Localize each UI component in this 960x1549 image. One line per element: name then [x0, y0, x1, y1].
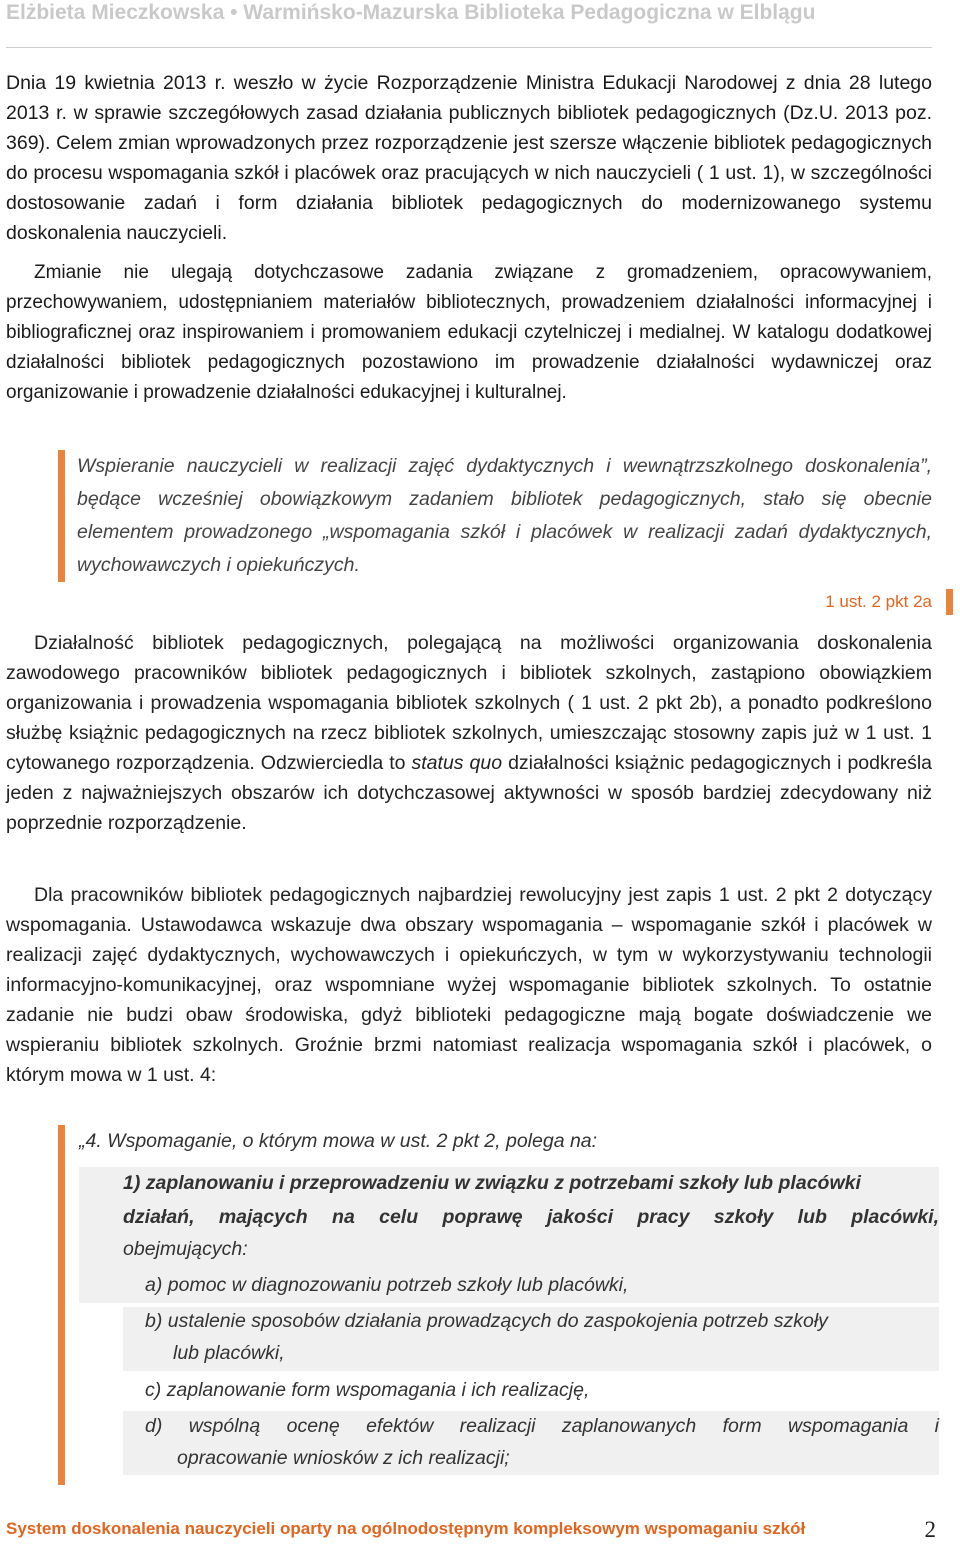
legal-item-a: a) pomoc w diagnozowaniu potrzeb szkoły lub placówki, [145, 1274, 629, 1296]
legal-item1-line3: obejmujących: [123, 1238, 248, 1260]
paragraph-2-text: Zmianie nie ulegają dotychczasowe zadania związane z gromadzeniem, opracowywaniem, przechowywaniem, udostępnianiem materiałów bibliotecznych, prowadzeniem działalności informacyjnej i bibliograficznej oraz inspirowaniem i promowaniem edukacji czytelniczej i medialnej. W katalogu dodatkowej działalności bibliotek pedagogicznych pozostawiono im prowadzenie działalności wydawniczej oraz organizowanie i prowadzenie działalności edukacyjnej i kulturalnej. [6, 262, 932, 403]
legal-item-d-line1: d) wspólną ocenę efektów realizacji zaplanowanych form wspomagania i [145, 1415, 939, 1437]
highlighted-quote [58, 450, 932, 582]
header-divider [6, 47, 932, 48]
legal-item-c: c) zaplanowanie form wspomagania i ich realizację, [145, 1379, 590, 1401]
paragraph-1: Dnia 19 kwietnia 2013 r. weszło w życie Rozporządzenie Ministra Edukacji Narodowej z dnia 28 lutego 2013 r. w sprawie szczegółowych zasad działania publicznych bibliotek pedagogicznych (Dz.U. 2013 poz. 369). Celem zmian wprowadzonych przez rozporządzenie jest szersze włączenie bibliotek pedagogicznych do procesu wspomagania szkół i placówek oraz pracujących w nich nauczycieli ( 1 ust. 1), w szczególności dostosowanie zadań i form działania bibliotek pedagogicznych do modernizowanego systemu doskonalenia nauczycieli. [6, 72, 932, 244]
page-number: 2 [924, 1517, 936, 1542]
legal-item-b-line1: b) ustalenie sposobów działania prowadzących do zaspokojenia potrzeb szkoły [145, 1310, 828, 1332]
quote-text: Wspieranie nauczycieli w realizacji zajęć dydaktycznych i wewnątrzszkolnego doskonalenia”, będące wcześniej obowiązkowym zadaniem bibliotek pedagogicznych, stało się obecnie elementem prowadzonego „wspomagania szkół i placówek w realizacji zadań dydaktycznych, wychowawczych i opiekuńczych. [77, 455, 932, 576]
legal-item-b-line2: lub placówki, [173, 1342, 285, 1364]
paragraph-4 [6, 880, 932, 1090]
footer-title: System doskonalenia nauczycieli oparty na ogólnodostępnym kompleksowym wspomaganiu szkół [6, 1519, 806, 1538]
paragraph-3-text-a: Działalność bibliotek pedagogicznych, polegającą na możliwości organizowania doskonalenia zawodowego pracowników bibliotek pedagogicznych i bibliotek szkolnych, zastąpiono obowiązkiem organizowania i prowadzenia wspomagania bibliotek szkolnych ( 1 ust. 2 pkt 2b), a ponadto podkreślono służbę książnic pedagogicznych na rzecz bibliotek szkolnych, umieszczając stosowny zapis już w 1 ust. 1 cytowanego rozporządzenia. Odzwierciedla to [6, 632, 932, 774]
paragraph-2 [6, 258, 932, 408]
page-footer [6, 1517, 936, 1545]
paragraph-3-text-b: działalności książnic pedagogicznych i podkreśla jeden z najważniejszych obszarów ich dotychczasowej aktywności w sposób bardziej zdecydowany niż poprzednie rozporządzenie. [6, 752, 933, 834]
paragraph-3-italic: status quo [411, 752, 503, 774]
paragraph-3 [6, 628, 932, 838]
legal-item1-line2: działań, mających na celu poprawę jakości pracy szkoły lub placówki, [123, 1206, 939, 1228]
quote-reference: 1 ust. 2 pkt 2a [825, 592, 932, 611]
legal-intro: „4. Wspomaganie, o którym mowa w ust. 2 pkt 2, polega na: [79, 1130, 598, 1152]
running-header: Elżbieta Mieczkowska • Warmińsko-Mazurska Biblioteka Pedagogiczna w Elblągu [6, 1, 816, 24]
legal-citation-block [58, 1125, 939, 1485]
legal-item1-line1: 1) zaplanowaniu i przeprowadzeniu w związku z potrzebami szkoły lub placówki [123, 1172, 861, 1194]
reference-accent-bar [946, 589, 953, 615]
paragraph-4-text: Dla pracowników bibliotek pedagogicznych najbardziej rewolucyjny jest zapis 1 ust. 2 pkt 2 dotyczący wspomagania. Ustawodawca wskazuje dwa obszary wspomagania – wspomaganie szkół i placówek w realizacji zajęć dydaktycznych, wychowawczych i opiekuńczych, w tym w wykorzystywaniu technologii informacyjno-komunikacyjnej, oraz wspomniane wyżej wspomaganie bibliotek szkolnych. To ostatnie zadanie nie budzi obaw środowiska, gdyż biblioteki pedagogiczne mają bogate doświadczenie we wspieraniu bibliotek szkolnych. Groźnie brzmi natomiast realizacja wspomagania szkół i placówek, o którym mowa w 1 ust. 4: [6, 884, 932, 1086]
legal-item-d-line2: opracowanie wniosków z ich realizacji; [177, 1447, 510, 1469]
